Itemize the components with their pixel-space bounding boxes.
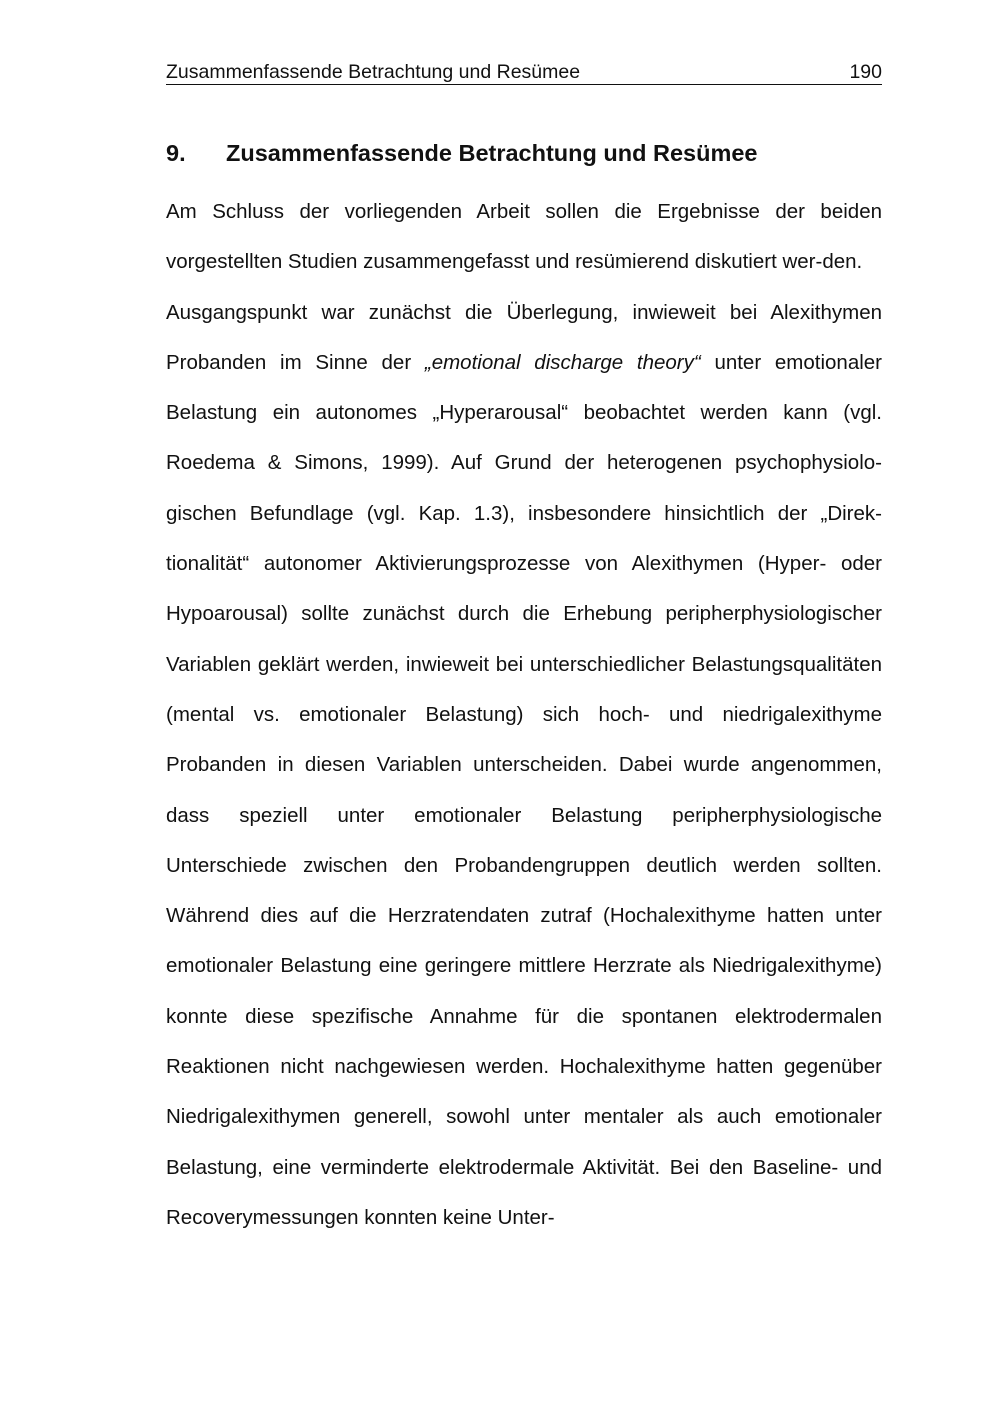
paragraph-main (166, 288, 882, 1244)
paragraph-main-part1: Ausgangspunkt war zunächst die Überlegung, inwieweit bei Alexithymen Probanden im Sinne der (166, 300, 882, 374)
chapter-title: Zusammenfassende Betrachtung und Resümee (226, 140, 758, 166)
running-header (166, 60, 882, 85)
body-text (166, 187, 882, 1243)
page-number: 190 (849, 61, 882, 83)
paragraph-intro: Am Schluss der vorliegenden Arbeit sollen die Ergebnisse der beiden vorgestellten Studien zusammengefasst und resümierend diskutiert wer-den. (166, 200, 882, 274)
chapter-number: 9. (166, 140, 186, 166)
running-title: Zusammenfassende Betrachtung und Resümee (166, 61, 581, 83)
paragraph-main-italic: „emotional discharge theory“ (424, 350, 701, 374)
chapter-heading (166, 138, 882, 168)
paragraph-main-part2: unter emotionaler Belastung ein autonomes „Hyperarousal“ beobachtet werden kann (vgl. Roedema & Simons, 1999). Auf Grund der heterogenen psychophysiologischen Befundlage (vgl. Kap. 1.3), insbesondere hinsichtlich der „Direktionalität“ autonomer Aktivierungsprozesse von Alexithymen (Hyper- oder Hypoarousal) sollte zunächst durch die Erhebung peripherphysiologischer Variablen geklärt werden, inwieweit bei unterschiedlicher Belastungsqualitäten (mental vs. emotionaler Belastung) sich hoch- und niedrigalexithyme Probanden in diesen Variablen unterscheiden. Dabei wurde angenommen, dass speziell unter emotionaler Belastung peripherphysiologische Unterschiede zwischen den Probandengruppen deutlich werden sollten. Während dies auf die Herzratendaten zutraf (Hochalexithyme hatten unter emotionaler Belastung eine geringere mittlere Herzrate als Niedrigalexithyme) konnte diese spezifische Annahme für die spontanen elektrodermalen Reaktionen nicht nachgewiesen werden. Hochalexithyme hatten gegenüber Niedrigalexithymen generell, sowohl unter mentaler als auch emotionaler Belastung, eine verminderte elektrodermale Aktivität. Bei den Baseline- und Recoverymessungen konnten keine Unter- (166, 350, 882, 1229)
